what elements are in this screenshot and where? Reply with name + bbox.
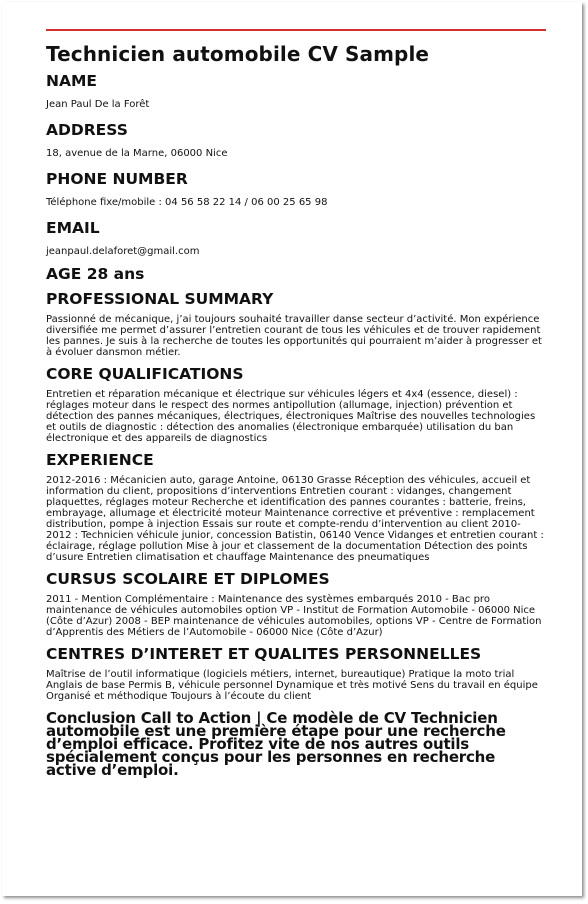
email-heading: EMAIL xyxy=(46,219,100,237)
qualifications-text: Entretien et réparation mécanique et électrique sur véhicules légers et 4x4 (essence, diesel) : réglages moteur dans le respect des normes antipollution (allumage, injection) prévention et détection des pannes mécaniques, électriques, électroniques Maîtrise des nouvelles technologies et outils de diagnostic : détection des anomalies (électronique embarquée) utilisation du ban électronique et des appareils de diagnostics xyxy=(46,389,536,444)
qualifications-heading: CORE QUALIFICATIONS xyxy=(46,365,244,383)
phone-heading: PHONE NUMBER xyxy=(46,170,188,188)
age-heading: AGE 28 ans xyxy=(46,265,145,283)
experience-heading: EXPERIENCE xyxy=(46,451,154,469)
summary-text: Passionné de mécanique, j’ai toujours souhaité travailler danse secteur d’activité. Mon expérience diversifiée me permet d’assurer l’entretien courant de tous les véhicules et de trouver rapidement les pannes. Je suis à la recherche de toutes les opportunités qui pourraient m’aider à progresser et à évoluer dansmon métier. xyxy=(46,314,542,358)
experience-text: 2012-2016 : Mécanicien auto, garage Antoine, 06130 Grasse Réception des véhicules, accueil et information du client, propositions d’interventions Entretien courant : vidanges, changement plaquettes, réglages moteur Recherche et identification des pannes courantes : batterie, freins, embrayage, allumage et électricité moteur Maintenance corrective et préventive : remplacement distribution, pompe à injection Essais sur route et compte-rendu d’intervention au client 2010-2012 : Technicien véhicule junior, concession Batistin, 06140 Vence Vidanges et entretien courant : éclairage, réglage pollution Mise à jour et classement de la documentation Détection des points d’usure Entretien climatisation et chauffage Maintenance des pneumatiques xyxy=(46,475,544,563)
address-heading: ADDRESS xyxy=(46,121,128,139)
address-value: 18, avenue de la Marne, 06000 Nice xyxy=(46,148,228,159)
top-divider xyxy=(46,29,546,31)
conclusion-cta: Conclusion Call to Action | Ce modèle de CV Technicien automobile est une première étape pour une recherche d’emploi efficace. Profitez vite de nos autres outils spécialement conçus pour les personnes en recherche active d’emploi. xyxy=(46,709,506,779)
phone-value: Téléphone fixe/mobile : 04 56 58 22 14 / 06 00 25 65 98 xyxy=(46,197,328,208)
education-heading: CURSUS SCOLAIRE ET DIPLOMES xyxy=(46,570,330,588)
education-text: 2011 - Mention Complémentaire : Maintenance des systèmes embarqués 2010 - Bac pro maintenance de véhicules automobiles option VP - Institut de Formation Automobile - 06000 Nice (Côte d’Azur) 2008 - BEP maintenance de véhicules automobiles, options VP - Centre de Formation d’Apprentis des Métiers de l’Automobile - 06000 Nice (Côte d’Azur) xyxy=(46,594,542,638)
name-heading: NAME xyxy=(46,72,97,90)
interests-heading: CENTRES D’INTERET ET QUALITES PERSONNELLES xyxy=(46,645,482,663)
name-value: Jean Paul De la Forêt xyxy=(46,99,150,110)
cv-content xyxy=(46,40,546,777)
interests-text: Maîtrise de l’outil informatique (logiciels métiers, internet, bureautique) Pratique la moto trial Anglais de base Permis B, véhicule personnel Dynamique et très motivé Sens du travail en équipe Organisé et méthodique Toujours à l’écoute du client xyxy=(46,669,538,702)
page-title: Technicien automobile CV Sample xyxy=(46,42,430,66)
cv-page xyxy=(2,2,582,896)
summary-heading: PROFESSIONAL SUMMARY xyxy=(46,290,274,308)
email-value: jeanpaul.delaforet@gmail.com xyxy=(46,246,200,257)
